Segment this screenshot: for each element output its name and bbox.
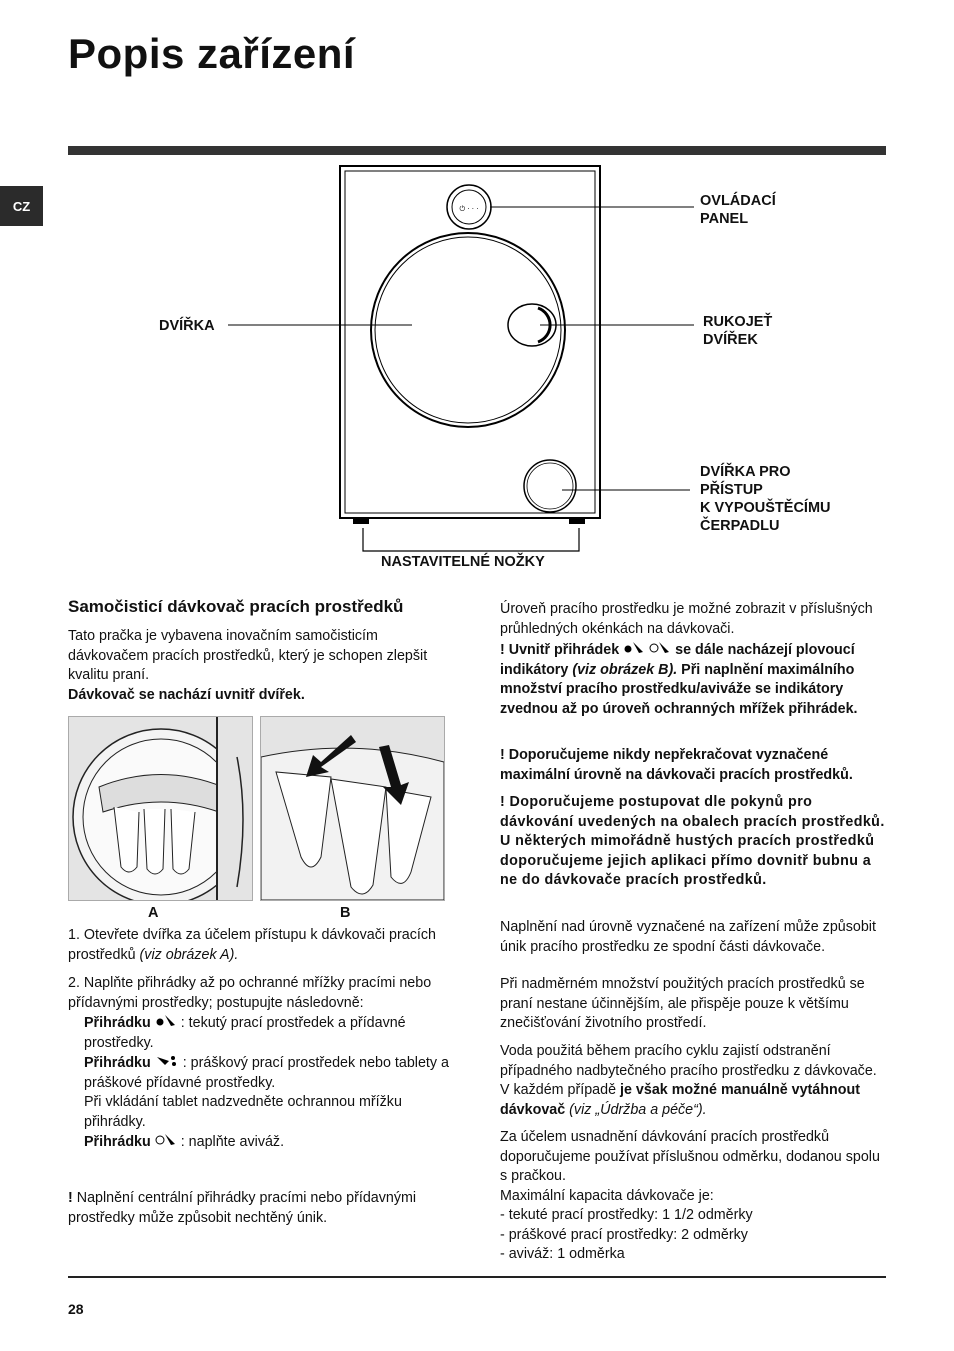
powder-detergent-icon	[155, 1053, 179, 1074]
caption-a: A	[148, 905, 159, 921]
figure-a	[68, 716, 253, 901]
compartment-3-text: : naplňte aviváž.	[180, 1134, 285, 1151]
header-rule	[68, 146, 886, 155]
para-measuring-cup	[500, 1128, 890, 1265]
para-4-text: Doporučujeme postupovat dle pokynů pro dávkování uvedených na obalech pracích prostředků. U některých mimořádně hustých pracích prostředků doporučujeme jejich aplikaci přímo dovnitř bubnu a ne do dávkovače pracích prostředků.	[500, 794, 885, 888]
footer-rule	[68, 1276, 886, 1278]
foot-left	[353, 518, 369, 524]
foot-right	[569, 518, 585, 524]
warning-mark: !	[500, 747, 505, 763]
warning-mark: !	[500, 794, 506, 810]
compartment-2-note: Při vkládání tablet nadzvedněte ochrannou mřížku přihrádky.	[84, 1094, 402, 1130]
caption-b: B	[340, 905, 351, 921]
dispenser-detail-drawing	[261, 717, 444, 900]
para-max-levels	[500, 746, 890, 785]
warning-mark: !	[68, 1190, 73, 1206]
list-item: - práškové prací prostředky: 2 odměrky	[500, 1226, 748, 1243]
para-7-a: Voda použitá během pracího cyklu zajistí odstranění případného nadbytečného pracího prostředku z dávkovače. V každém případě	[500, 1043, 877, 1098]
intro-bold: Dávkovač se nachází uvnitř dvířek.	[68, 686, 305, 703]
pump-door	[524, 460, 576, 512]
para-7-b: je však možné manuálně vytáhnout dávkovač	[500, 1082, 860, 1118]
compartment-1	[68, 1013, 456, 1053]
page-number: 28	[68, 1301, 84, 1317]
step-1-ref: (viz obrázek A).	[139, 946, 239, 963]
para-level-display: Úroveň pracího prostředku je možné zobrazit v příslušných průhledných okénkách na dávkovači.	[500, 601, 873, 637]
para-dosing-instructions	[500, 793, 890, 891]
para-2-c: Při naplnění maximálního množství pracího prostředku/aviváže se indikátory zvednou až po úroveň ochranných mřížek přihrádek.	[500, 661, 858, 717]
dispenser-open-door-drawing	[69, 717, 252, 900]
compartment-2-label: Přihrádku	[84, 1055, 151, 1072]
softener-icon	[649, 640, 671, 661]
list-item: - aviváž: 1 odměrka	[500, 1246, 625, 1262]
liquid-detergent-icon	[155, 1013, 177, 1034]
step-1	[68, 926, 456, 965]
figure-b	[260, 716, 445, 901]
compartment-1-label: Přihrádku	[84, 1015, 151, 1032]
softener-icon	[155, 1132, 177, 1153]
para-floating-indicators	[500, 640, 890, 719]
para-2-a: Uvnitř přihrádek	[508, 642, 620, 659]
compartment-3-label: Přihrádku	[84, 1134, 151, 1151]
warning-text: Naplnění centrální přihrádky pracími nebo přídavnými prostředky může způsobit nechtěný únik.	[68, 1190, 417, 1226]
warning-mark: !	[500, 642, 505, 659]
list-item: - tekuté prací prostředky: 1 1/2 odměrky	[500, 1207, 753, 1223]
para-2-ref: (viz obrázek B).	[572, 661, 678, 678]
intro-paragraph	[68, 627, 456, 705]
warning-central	[68, 1189, 456, 1228]
liquid-detergent-icon	[623, 640, 645, 661]
label-door: DVÍŘKA	[159, 318, 215, 334]
label-door-handle: RUKOJEŤ DVÍŘEK	[703, 314, 773, 348]
language-tab: CZ	[0, 186, 43, 226]
page-title: Popis zařízení	[68, 30, 356, 77]
para-9-text: Maximální kapacita dávkovače je:	[500, 1187, 714, 1204]
compartment-2-text: : práškový prací prostředek nebo tablety a práškové přídavné prostředky.	[84, 1055, 449, 1091]
para-overfill: Naplnění nad úrovně vyznačené na zařízení může způsobit únik pracího prostředku ze spodní části dávkovače.	[500, 919, 876, 955]
label-control-panel: OVLÁDACÍ PANEL	[700, 193, 776, 227]
intro-text: Tato pračka je vybavena inovačním samočisticím dávkovačem pracích prostředků, který je schopen zlepšit kvalitu praní.	[68, 628, 428, 683]
para-manual-removal	[500, 1042, 890, 1120]
para-2-b: se dále nacházejí plovoucí indikátory	[500, 642, 855, 678]
step-2	[68, 974, 456, 1153]
feet-bracket	[363, 528, 579, 551]
control-knob-marks: ⏻ · · ·	[459, 205, 479, 213]
compartment-1-text: : tekutý prací prostředek a přídavné prostředky.	[84, 1015, 406, 1051]
section-title: Samočisticí dávkovač pracích prostředků	[68, 597, 404, 616]
para-7-ref: (viz „Údržba a péče“).	[569, 1101, 707, 1118]
para-3-text: Doporučujeme nikdy nepřekračovat vyznačené maximální úrovně na dávkovači pracích prostředků.	[500, 747, 853, 783]
para-8-text: Za účelem usnadnění dávkování pracích prostředků doporučujeme používat příslušnou odměrku, dodanou spolu s pračkou.	[500, 1129, 880, 1184]
step-2-text: 2. Naplňte přihrádky až po ochranné mřížky pracími nebo přídavnými prostředky; postupujte následovně:	[68, 975, 432, 1011]
compartment-2	[68, 1053, 456, 1132]
step-1-text: 1. Otevřete dvířka za účelem přístupu k dávkovači pracích prostředků	[68, 927, 436, 963]
label-pump-door: DVÍŘKA PRO PŘÍSTUP K VYPOUŠTĚCÍMU ČERPADLU	[700, 464, 831, 534]
para-excess: Při nadměrném množství použitých pracích prostředků se praní nestane účinnějším, ale přispěje pouze k většímu znečišťování životního prostředí.	[500, 976, 865, 1031]
label-feet: NASTAVITELNÉ NOŽKY	[381, 554, 545, 570]
compartment-3	[68, 1132, 456, 1153]
